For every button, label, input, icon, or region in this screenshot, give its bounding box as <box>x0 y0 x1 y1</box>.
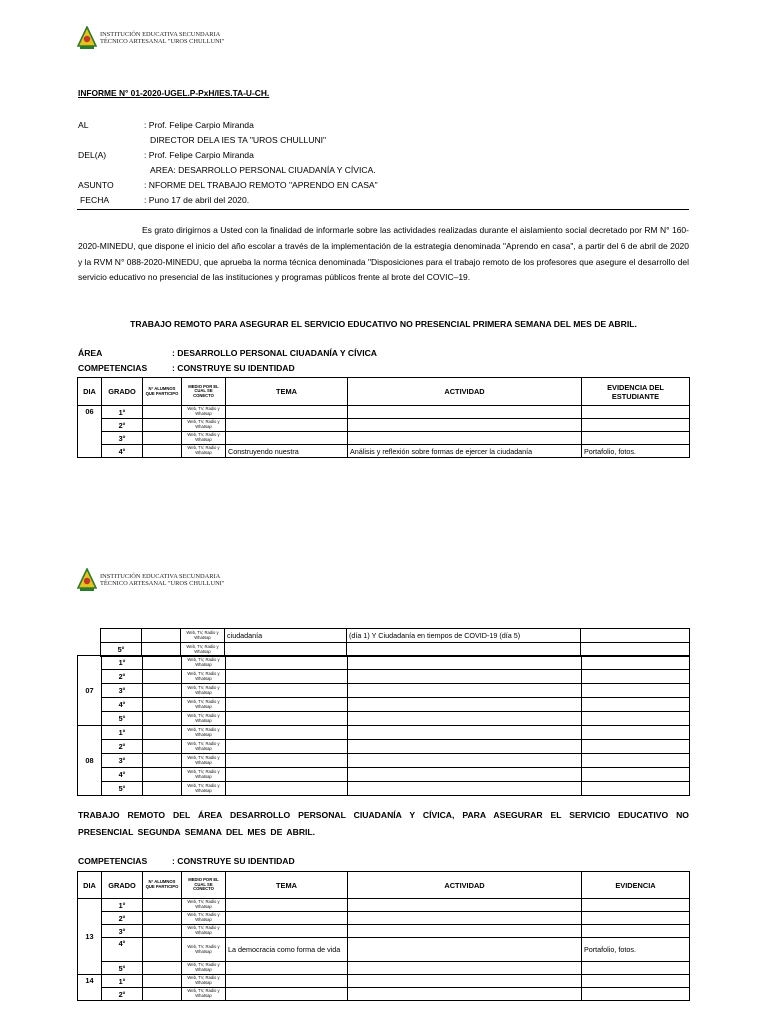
table-row <box>78 740 690 754</box>
week1-competencias-label: COMPETENCIAS <box>78 363 148 373</box>
grade-cell: 1° <box>102 406 143 419</box>
medio-cell: Web, TV, Radio y Whatsap <box>182 912 226 925</box>
grade-cell: 2° <box>102 912 143 925</box>
table-row <box>78 432 690 445</box>
header-label-fecha: FECHA <box>80 195 110 205</box>
medio-cell: Web, TV, Radio y Whatsap <box>182 782 226 796</box>
tema-cell: ciudadanía <box>225 629 347 643</box>
table-row <box>78 938 690 962</box>
grade-cell: 5° <box>102 962 143 975</box>
school-name-line1: INSTITUCIÓN EDUCATIVA SECUNDARIA <box>100 572 221 580</box>
report-title: INFORME N° 01-2020-UGEL.P-PxH/IES.TA-U-CH. <box>78 88 270 98</box>
medio-cell: Web, TV, Radio y Whatsap <box>182 925 226 938</box>
grade-cell: 5° <box>102 712 143 726</box>
table-row <box>78 445 690 458</box>
medio-cell: Web, TV, Radio y Whatsap <box>182 445 226 458</box>
table-row <box>78 782 690 796</box>
col-header-medio: MEDIO POR EL CUAL SE CONECTO <box>182 872 226 899</box>
grade-cell: 4° <box>102 768 143 782</box>
col-header-evidencia: EVIDENCIA <box>582 872 690 899</box>
header-value-area: AREA: DESARROLLO PERSONAL CIUADANÍA Y CÍVICA. <box>150 165 376 175</box>
header-label-al: AL <box>78 120 89 130</box>
table-row <box>78 698 690 712</box>
actividad-cell: (día 1) Y Ciudadanía en tiempos de COVID-19 (día 5) <box>347 629 581 643</box>
header-value-director: DIRECTOR DELA IES TA "UROS CHULLUNI" <box>150 135 327 145</box>
table-row <box>78 656 690 670</box>
grade-cell: 5° <box>101 643 142 657</box>
day-cell: 14 <box>78 975 102 1001</box>
table-row <box>78 912 690 925</box>
medio-cell: Web, TV, Radio y Whatsap <box>182 740 226 754</box>
grade-cell: 3° <box>102 684 143 698</box>
school-name-line2: TÉCNICO ARTESANAL "UROS CHULLUNI" <box>100 580 225 587</box>
week2-competencias-label: COMPETENCIAS <box>78 856 148 866</box>
grade-cell: 2° <box>102 670 143 684</box>
medio-cell: Web, TV, Radio y Whatsap <box>182 938 226 962</box>
table-row <box>78 899 690 912</box>
medio-cell: Web, TV, Radio y Whatsap <box>182 656 226 670</box>
col-header-actividad: ACTIVIDAD <box>348 872 582 899</box>
tema-cell: La democracia como forma de vida <box>226 938 348 962</box>
grade-cell: 1° <box>102 656 143 670</box>
grade-cell: 5° <box>102 782 143 796</box>
tema-cell: Construyendo nuestra <box>226 445 348 458</box>
week2-heading: TRABAJO REMOTO DEL ÁREA DESARROLLO PERSONAL CIUADANÍA Y CÍVICA, PARA ASEGURAR EL SERVICIO EDUCATIVO NO PRESENCIAL SEGUNDA SEMANA DEL MES DE ABRIL. <box>78 810 689 837</box>
evidencia-cell: Portafolio, fotos. <box>582 445 690 458</box>
col-header-tema: TEMA <box>226 872 348 899</box>
col-header-grado: GRADO <box>102 378 143 406</box>
header-value-asunto: : NFORME DEL TRABAJO REMOTO "APRENDO EN CASA" <box>144 180 378 190</box>
medio-cell: Web, TV, Radio y Whatsap <box>182 432 226 445</box>
table-row <box>78 988 690 1001</box>
week1-heading: TRABAJO REMOTO PARA ASEGURAR EL SERVICIO EDUCATIVO NO PRESENCIAL PRIMERA SEMANA DEL MES DE ABRIL. <box>130 319 637 329</box>
table-header-row <box>78 378 690 406</box>
medio-cell: Web, TV, Radio y Whatsap <box>182 406 226 419</box>
medio-cell: Web, TV, Radio y Whatsap <box>182 962 226 975</box>
col-header-dia: DIA <box>78 378 102 406</box>
medio-cell: Web, TV, Radio y Whatsap <box>182 419 226 432</box>
school-crest-icon <box>77 26 97 50</box>
day-cell: 07 <box>78 656 102 726</box>
evidencia-cell: Portafolio, fotos. <box>582 938 690 962</box>
table-row <box>78 406 690 419</box>
col-header-alumnos: N° ALUMNOS QUE PARTICIPO <box>143 378 182 406</box>
grade-cell: 3° <box>102 925 143 938</box>
table-row <box>78 925 690 938</box>
grade-cell: 2° <box>102 419 143 432</box>
grade-cell: 4° <box>102 445 143 458</box>
week1-table-days <box>77 655 690 796</box>
grade-cell: 3° <box>102 432 143 445</box>
table-row <box>78 684 690 698</box>
table-row <box>101 629 690 643</box>
week1-table-continued <box>100 628 690 657</box>
table-header-row <box>78 872 690 899</box>
header-value-fecha: : Puno 17 de abril del 2020. <box>144 195 250 205</box>
medio-cell: Web, TV, Radio y Whatsap <box>182 988 226 1001</box>
table-row <box>78 754 690 768</box>
header-divider <box>77 209 689 210</box>
header-value-al: : Prof. Felipe Carpio Miranda <box>144 120 254 130</box>
week1-table <box>77 377 690 458</box>
col-header-dia: DIA <box>78 872 102 899</box>
day-cell: 08 <box>78 726 102 796</box>
grade-cell: 2° <box>102 740 143 754</box>
week2-table <box>77 871 690 1001</box>
school-header-page2 <box>77 568 224 592</box>
col-header-evidencia: EVIDENCIA DEL ESTUDIANTE <box>582 378 690 406</box>
medio-cell: Web, TV, Radio y Whatsap <box>182 726 226 740</box>
school-crest-icon <box>77 568 97 592</box>
col-header-grado: GRADO <box>102 872 143 899</box>
header-label-asunto: ASUNTO <box>78 180 114 190</box>
medio-cell: Web, TV, Radio y Whatsap <box>182 670 226 684</box>
table-row <box>78 712 690 726</box>
grade-cell: 1° <box>102 726 143 740</box>
grade-cell: 1° <box>102 899 143 912</box>
school-name-line1: INSTITUCIÓN EDUCATIVA SECUNDARIA <box>100 30 221 38</box>
table-row <box>78 419 690 432</box>
actividad-cell: Análisis y reflexión sobre formas de ejercer la ciudadanía <box>348 445 582 458</box>
school-header <box>77 26 224 50</box>
col-header-alumnos: N° ALUMNOS QUE PARTICIPO <box>143 872 182 899</box>
medio-cell: Web, TV, Radio y Whatsap <box>182 975 226 988</box>
medio-cell: Web, TV, Radio y Whatsap <box>182 754 226 768</box>
col-header-medio: MEDIO POR EL CUAL SE CONECTO <box>182 378 226 406</box>
table-row <box>78 768 690 782</box>
medio-cell: Web, TV, Radio y Whatsap <box>182 684 226 698</box>
grade-cell: 1° <box>102 975 143 988</box>
day-cell: 13 <box>78 899 102 975</box>
week2-competencias-value: : CONSTRUYE SU IDENTIDAD <box>172 856 295 866</box>
table-row <box>78 975 690 988</box>
school-name-line2: TÉCNICO ARTESANAL "UROS CHULLUNI" <box>100 38 225 45</box>
medio-cell: Web, TV, Radio y Whatsap <box>182 899 226 912</box>
table-row <box>78 670 690 684</box>
header-value-del: : Prof. Felipe Carpio Miranda <box>144 150 254 160</box>
medio-cell: Web, TV, Radio y Whatsap <box>181 629 225 643</box>
week1-area-value: : DESARROLLO PERSONAL CIUADANÍA Y CÍVICA <box>172 348 377 358</box>
table-row <box>78 726 690 740</box>
table-row <box>78 962 690 975</box>
grade-cell: 4° <box>102 698 143 712</box>
col-header-tema: TEMA <box>226 378 348 406</box>
medio-cell: Web, TV, Radio y Whatsap <box>182 712 226 726</box>
grade-cell: 3° <box>102 754 143 768</box>
week1-competencias-value: : CONSTRUYE SU IDENTIDAD <box>172 363 295 373</box>
grade-cell: 2° <box>102 988 143 1001</box>
header-label-del: DEL(A) <box>78 150 107 160</box>
medio-cell: Web, TV, Radio y Whatsap <box>182 768 226 782</box>
day-cell: 06 <box>78 406 102 458</box>
col-header-actividad: ACTIVIDAD <box>348 378 582 406</box>
medio-cell: Web, TV, Radio y Whatsap <box>182 698 226 712</box>
grade-cell: 4° <box>102 938 143 962</box>
medio-cell: Web, TV, Radio y Whatsap <box>181 643 225 657</box>
body-paragraph: Es grato dirigirnos a Usted con la finalidad de informarle sobre las actividades realizadas durante el aislamiento social decretado por RM N° 160-2020-MINEDU, que dispone el inicio del año escolar a través de la implementación de la estrategia denominada "Aprendo en casa", a partir del 6 de abril de 2020 y la RVM N° 088-2020-MINEDU, que aprueba la norma técnica denominada "Disposiciones para el trabajo remoto de los profesores que asegure el desarrollo del servicio educativo no presencial de las instituciones y programas públicos frente al brote del COVIC–19. <box>78 225 689 283</box>
week1-area-label: ÁREA <box>78 348 103 358</box>
